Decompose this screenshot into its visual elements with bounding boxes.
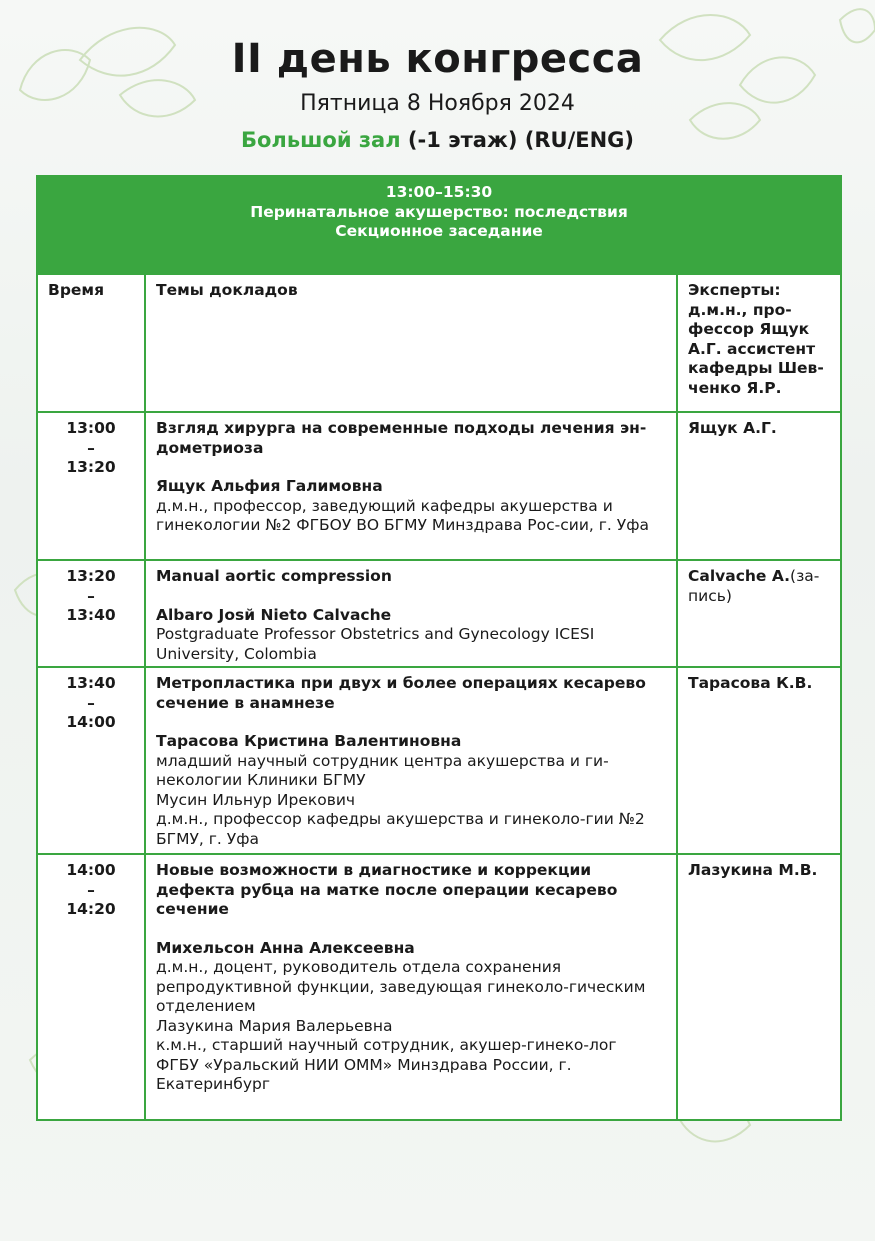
session-time: 13:00–15:30 (385, 183, 493, 201)
session-header (37, 176, 841, 274)
table-row (37, 560, 841, 667)
speaker-info: Postgraduate Professor Obstetrics and Gynecology ICESI University, Colombia (156, 625, 595, 663)
end-time: 13:20 (66, 458, 116, 476)
speaker-name: Михельсон Анна Алексеевна (156, 938, 415, 957)
start-time: 14:00 (66, 861, 116, 879)
talk-topic: Manual aortic compression (156, 567, 392, 585)
expert-cell (677, 412, 841, 560)
session-title: Перинатальное акушерство: последствия (250, 202, 628, 221)
time-cell (37, 560, 145, 667)
hall-floor-language: (-1 этаж) (RU/ENG) (407, 128, 634, 152)
institution-info: ФГБУ «Уральский НИИ ОММ» Минздрава России, г. Екатеринбург (156, 1055, 572, 1093)
expert-name: Лазукина М.В. (688, 861, 818, 879)
program-table (36, 175, 842, 1121)
speaker-info: д.м.н., профессор, заведующий кафедры акушерства и гинекологии №2 ФГБОУ ВО БГМУ Минздрава Рос-сии, г. Уфа (156, 496, 649, 534)
expert-cell (677, 560, 841, 667)
start-time: 13:40 (66, 674, 116, 692)
speaker-info-2: д.м.н., профессор кафедры акушерства и гинеколо-гии №2 БГМУ, г. Уфа (156, 810, 645, 848)
speaker-info: младший научный сотрудник центра акушерства и ги-некологии Клиники БГМУ (156, 751, 609, 789)
talk-topic: Новые возможности в диагностике и коррекции дефекта рубца на матке после операции кесарево сечение (156, 861, 618, 918)
date-line: Пятница 8 Ноября 2024 (300, 91, 575, 116)
time-dash: – (87, 438, 95, 457)
expert-cell (677, 854, 841, 1120)
talk-topic: Метропластика при двух и более операциях кесарево сечение в анамнезе (156, 674, 646, 712)
time-cell (37, 667, 145, 854)
time-dash: – (87, 586, 95, 605)
talk-cell (145, 667, 677, 854)
start-time: 13:20 (66, 567, 116, 585)
time-dash: – (87, 693, 95, 712)
time-cell (37, 412, 145, 560)
speaker-name-2: Лазукина Мария Валерьевна (156, 1016, 393, 1035)
expert-name: Calvache A. (688, 567, 791, 585)
speaker-name: Тарасова Кристина Валентиновна (156, 732, 462, 750)
end-time: 14:00 (66, 713, 116, 731)
speaker-info-2: к.м.н., старший научный сотрудник, акушер-гинеко-лог (156, 1036, 617, 1054)
table-row (37, 412, 841, 560)
speaker-name: Ящук Альфия Галимовна (156, 477, 383, 495)
table-row (37, 854, 841, 1120)
day-title: II день конгресса (231, 36, 644, 82)
hall-line (0, 128, 875, 152)
session-type: Секционное заседание (335, 222, 543, 240)
session-header-cell (37, 176, 841, 274)
expert-note: (за-пись) (688, 567, 820, 605)
column-header-experts: Эксперты: д.м.н., про-фессор Ящук А.Г. ассистент кафедры Шев-ченко Я.Р. (677, 274, 841, 412)
talk-cell (145, 412, 677, 560)
end-time: 13:40 (66, 606, 116, 624)
expert-name: Тарасова К.В. (688, 674, 813, 692)
column-header-topics: Темы докладов (145, 274, 677, 412)
speaker-name-2: Мусин Ильнур Ирекович (156, 790, 356, 809)
column-header-row (37, 274, 841, 412)
end-time: 14:20 (66, 900, 116, 918)
time-dash: – (87, 880, 95, 899)
talk-cell (145, 560, 677, 667)
hall-name: Большой зал (241, 128, 401, 152)
talk-cell (145, 854, 677, 1120)
speaker-name: Albaro Josй Nieto Calvache (156, 605, 392, 624)
speaker-info: д.м.н., доцент, руководитель отдела сохранения репродуктивной функции, заведующая гинеколо-гическим отделением (156, 958, 646, 1015)
start-time: 13:00 (66, 419, 116, 437)
table-row (37, 667, 841, 854)
time-cell (37, 854, 145, 1120)
talk-topic: Взгляд хирурга на современные подходы лечения эн-дометриоза (156, 419, 647, 457)
expert-cell (677, 667, 841, 854)
expert-name: Ящук А.Г. (688, 419, 777, 437)
column-header-time: Время (37, 274, 145, 412)
